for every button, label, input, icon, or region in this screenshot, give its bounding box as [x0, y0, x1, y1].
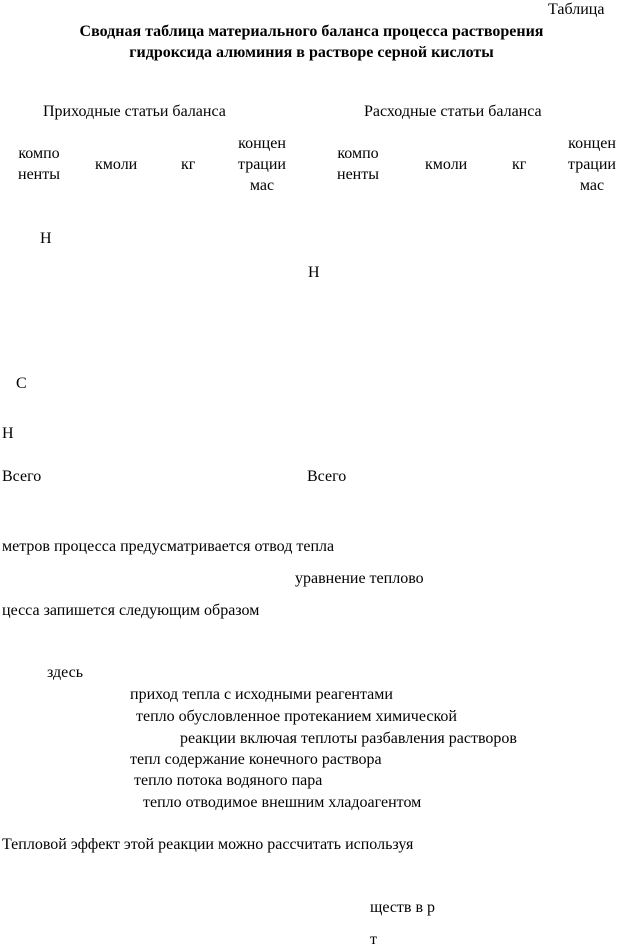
row-in-c: С — [16, 375, 27, 392]
row-in-h: Н — [40, 230, 52, 247]
col-components-left: компо ненты — [18, 145, 60, 183]
def-5: тепло потока водяного пара — [134, 772, 323, 789]
col-kmol-left: кмоли — [95, 156, 138, 173]
col-kg-right: кг — [512, 156, 527, 173]
body-line3: цесса запишется следующим образом — [2, 602, 260, 619]
def-2: тепло обусловленное протеканием химической — [136, 708, 457, 725]
col-kg-left: кг — [181, 156, 196, 173]
col-components-right: компо ненты — [337, 145, 379, 183]
col-kmol-right: кмоли — [425, 156, 468, 173]
body-here: здесь — [47, 664, 84, 681]
row-out-h: Н — [308, 264, 320, 281]
table-title-line1: Сводная таблица материального баланса процесса растворения — [79, 23, 544, 40]
col-conc-right: концен трации мас — [568, 135, 616, 194]
def-3: реакции включая теплоты разбавления растворов — [180, 730, 517, 747]
outcome-header: Расходные статьи баланса — [364, 103, 542, 120]
row-out-total: Всего — [307, 468, 347, 485]
body-line1: метров процесса предусматривается отвод тепла — [2, 538, 335, 555]
body-line4: Тепловой эффект этой реакции можно рассчитать используя — [2, 836, 414, 853]
row-in-n: Н — [2, 425, 14, 442]
def-6: тепло отводимое внешним хладоагентом — [143, 794, 422, 811]
table-title-line2: гидроксида алюминия в растворе серной кислоты — [129, 44, 494, 61]
income-header: Приходные статьи баланса — [43, 103, 226, 120]
body-line5: ществ в р — [370, 899, 436, 916]
body-line2: уравнение теплово — [295, 570, 424, 587]
def-4: тепл содержание конечного раствора — [130, 751, 382, 768]
def-1: приход тепла с исходными реагентами — [130, 686, 393, 703]
table-label: Таблица — [548, 1, 605, 18]
row-in-total: Всего — [2, 468, 42, 485]
body-line6: т — [370, 931, 377, 948]
col-conc-left: концен трации мас — [238, 135, 286, 194]
